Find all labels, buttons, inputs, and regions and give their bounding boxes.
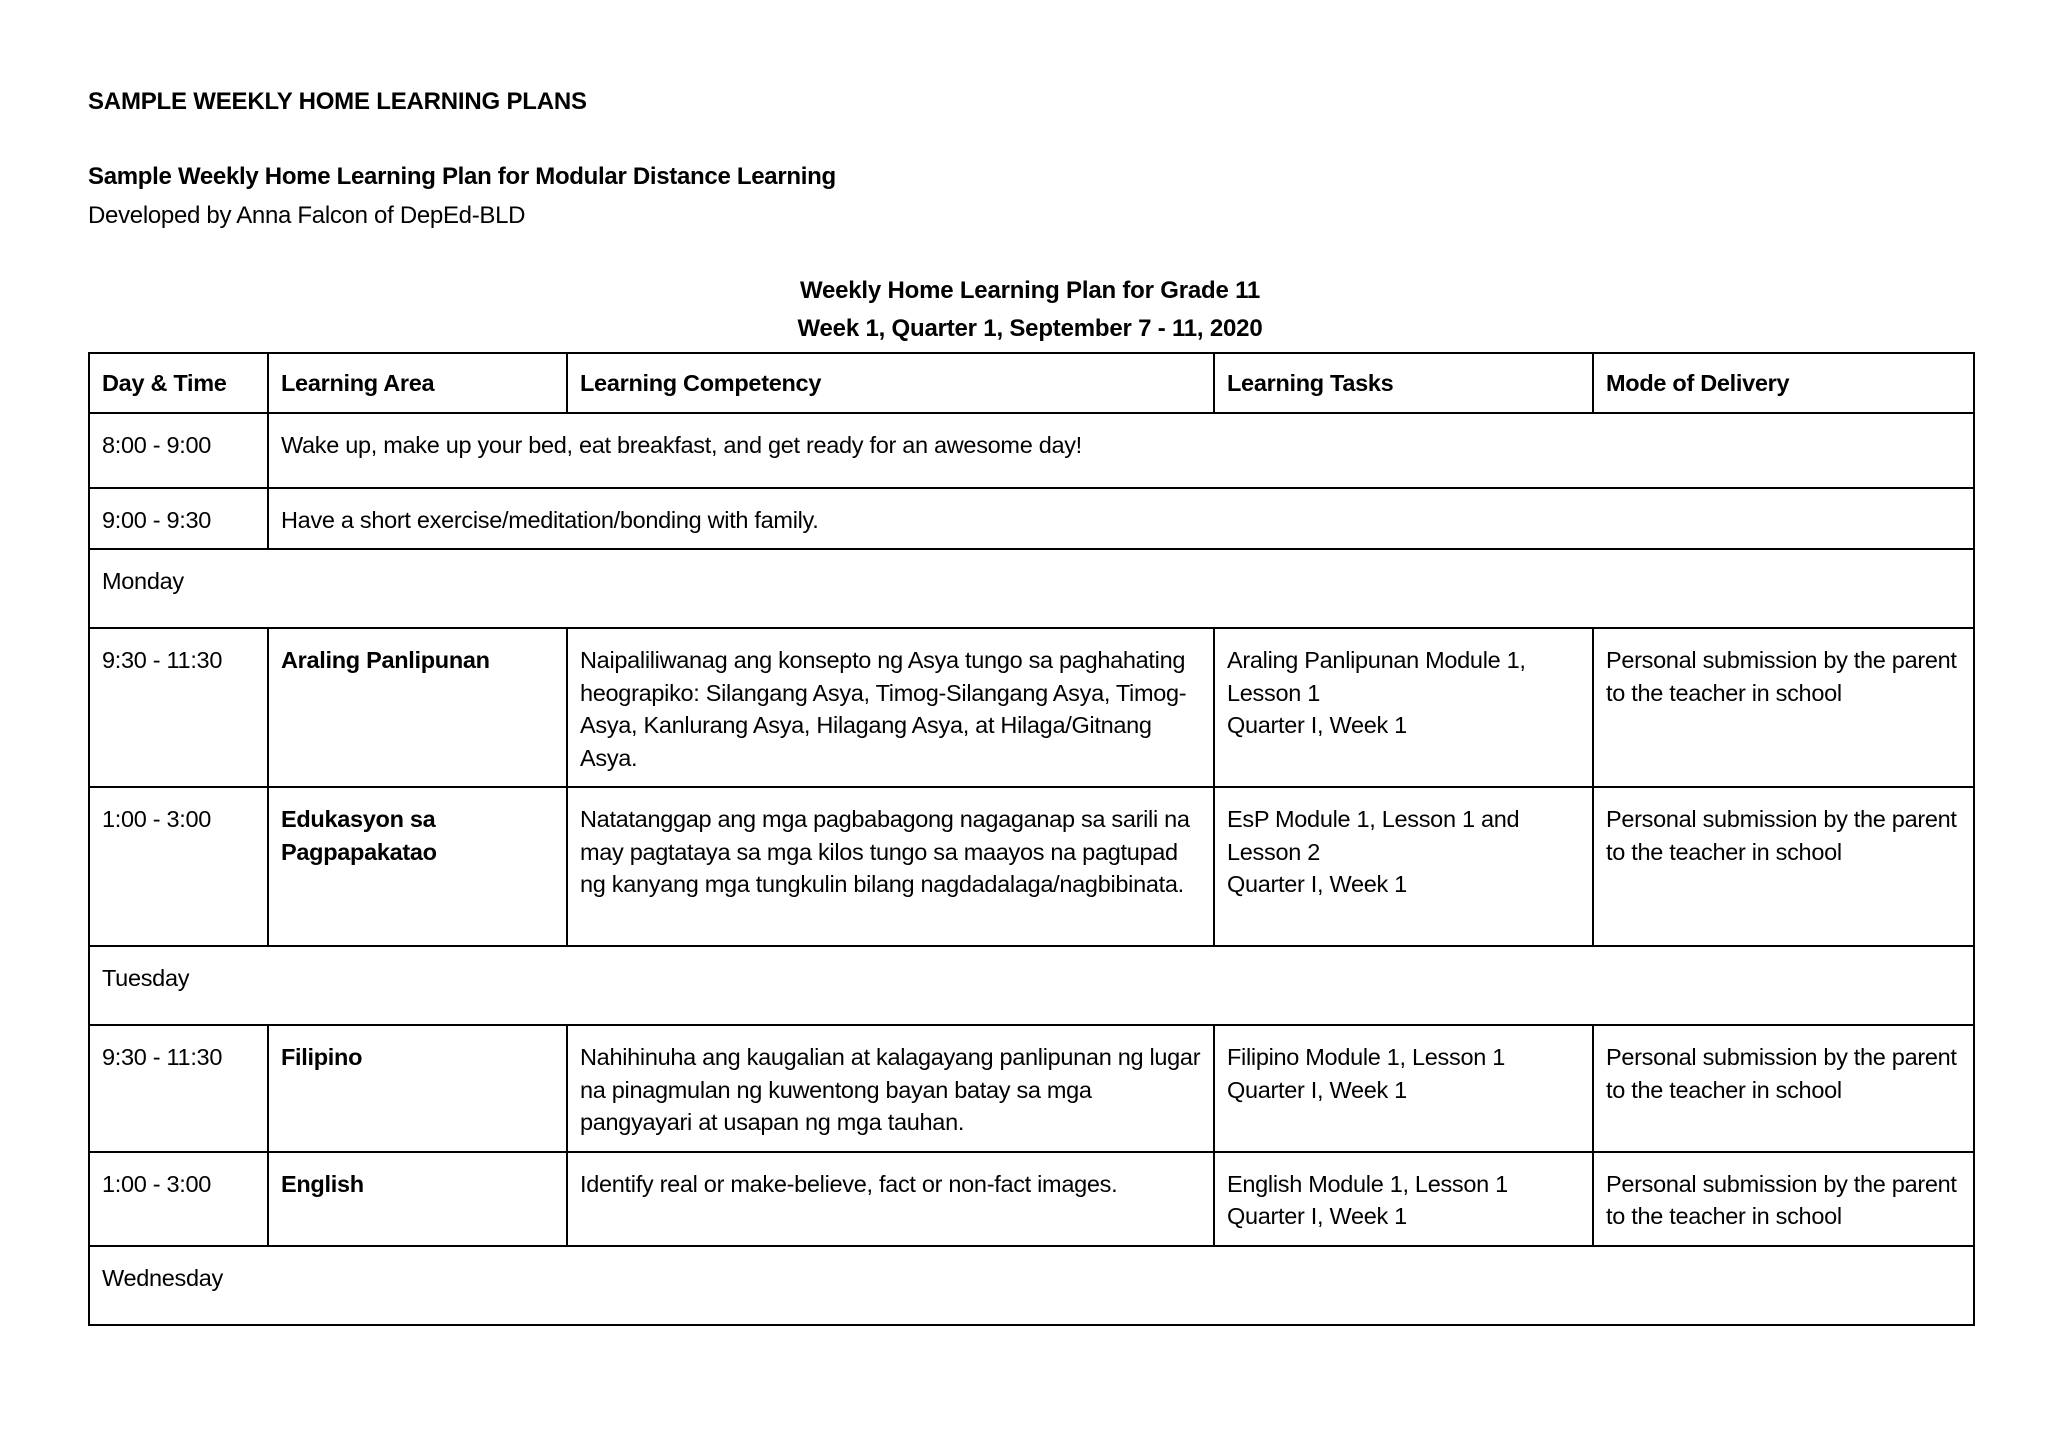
row-delivery: Personal submission by the parent to the teacher in school: [1593, 1025, 1974, 1152]
tasks-quarter: Quarter I, Week 1: [1227, 712, 1407, 738]
row-tasks: [1214, 787, 1593, 946]
day-label: Tuesday: [89, 946, 1974, 1025]
row-delivery: Personal submission by the parent to the teacher in school: [1593, 628, 1974, 787]
row-competency: Natatanggap ang mga pagbabagong nagaganap sa sarili na may pagtataya sa mga kilos tungo sa maayos na pagtupad ng kanyang mga tungkulin bilang nagdadalaga/nagbibinata.: [567, 787, 1214, 946]
row-delivery: Personal submission by the parent to the teacher in school: [1593, 1152, 1974, 1246]
tasks-quarter: Quarter I, Week 1: [1227, 1076, 1407, 1103]
row-tasks: [1214, 628, 1593, 787]
tasks-quarter: Quarter I, Week 1: [1227, 871, 1407, 897]
tasks-module: Araling Panlipunan Module 1, Lesson 1: [1227, 647, 1526, 706]
table-row: [89, 1152, 1974, 1246]
routine-activity: Have a short exercise/meditation/bonding with family.: [268, 488, 1974, 550]
row-learning-area: Filipino: [268, 1025, 567, 1152]
table-row: [89, 787, 1974, 946]
table-row: [89, 488, 1974, 550]
row-competency: Identify real or make-believe, fact or non-fact images.: [567, 1152, 1214, 1246]
day-row-wednesday: [89, 1246, 1974, 1325]
row-learning-area: Edukasyon sa Pagpapakatao: [268, 787, 567, 946]
row-learning-area: Araling Panlipunan: [268, 628, 567, 787]
routine-time: 8:00 - 9:00: [89, 413, 268, 488]
routine-activity: Wake up, make up your bed, eat breakfast, and get ready for an awesome day!: [268, 413, 1974, 488]
row-competency: Nahihinuha ang kaugalian at kalagayang panlipunan ng lugar na pinagmulan ng kuwentong bayan batay sa mga pangyayari at usapan ng mga tauhan.: [567, 1025, 1214, 1152]
row-competency: Naipaliliwanag ang konsepto ng Asya tungo sa paghahating heograpiko: Silangang Asya, Timog-Silangang Asya, Timog-Asya, Kanlurang Asya, Hilagang Asya, at Hilaga/Gitnang Asya.: [567, 628, 1214, 787]
tasks-module: Filipino Module 1, Lesson 1: [1227, 1044, 1505, 1070]
day-row-tuesday: [89, 946, 1974, 1025]
document-title: SAMPLE WEEKLY HOME LEARNING PLANS: [88, 88, 587, 115]
plan-heading-grade: Weekly Home Learning Plan for Grade 11: [799, 277, 1261, 304]
header-learning-area: Learning Area: [268, 353, 567, 413]
routine-time: 9:00 - 9:30: [89, 488, 268, 550]
row-time: 9:30 - 11:30: [89, 1025, 268, 1152]
table-row: [89, 628, 1974, 787]
header-mode-of-delivery: Mode of Delivery: [1593, 353, 1974, 413]
document-author: Developed by Anna Falcon of DepEd-BLD: [88, 202, 526, 229]
row-time: 9:30 - 11:30: [89, 628, 268, 787]
day-label: Monday: [89, 549, 1974, 628]
learning-plan-table: [88, 352, 1975, 1326]
tasks-module: English Module 1, Lesson 1: [1227, 1170, 1508, 1197]
table-header-row: [89, 353, 1974, 413]
row-time: 1:00 - 3:00: [89, 787, 268, 946]
day-label: Wednesday: [89, 1246, 1974, 1325]
header-learning-tasks: Learning Tasks: [1214, 353, 1593, 413]
row-delivery: Personal submission by the parent to the teacher in school: [1593, 787, 1974, 946]
header-day-time: Day & Time: [89, 353, 268, 413]
header-learning-competency: Learning Competency: [567, 353, 1214, 413]
row-time: 1:00 - 3:00: [89, 1152, 268, 1246]
plan-heading-week: Week 1, Quarter 1, September 7 - 11, 2020: [797, 315, 1263, 342]
row-learning-area: English: [268, 1152, 567, 1246]
tasks-module: EsP Module 1, Lesson 1 and Lesson 2: [1227, 806, 1520, 865]
row-tasks: [1214, 1152, 1593, 1246]
tasks-quarter: Quarter I, Week 1: [1227, 1203, 1407, 1229]
row-tasks: [1214, 1025, 1593, 1152]
document-subtitle: Sample Weekly Home Learning Plan for Modular Distance Learning: [88, 163, 836, 190]
table-row: [89, 413, 1974, 488]
table-row: [89, 1025, 1974, 1152]
day-row-monday: [89, 549, 1974, 628]
